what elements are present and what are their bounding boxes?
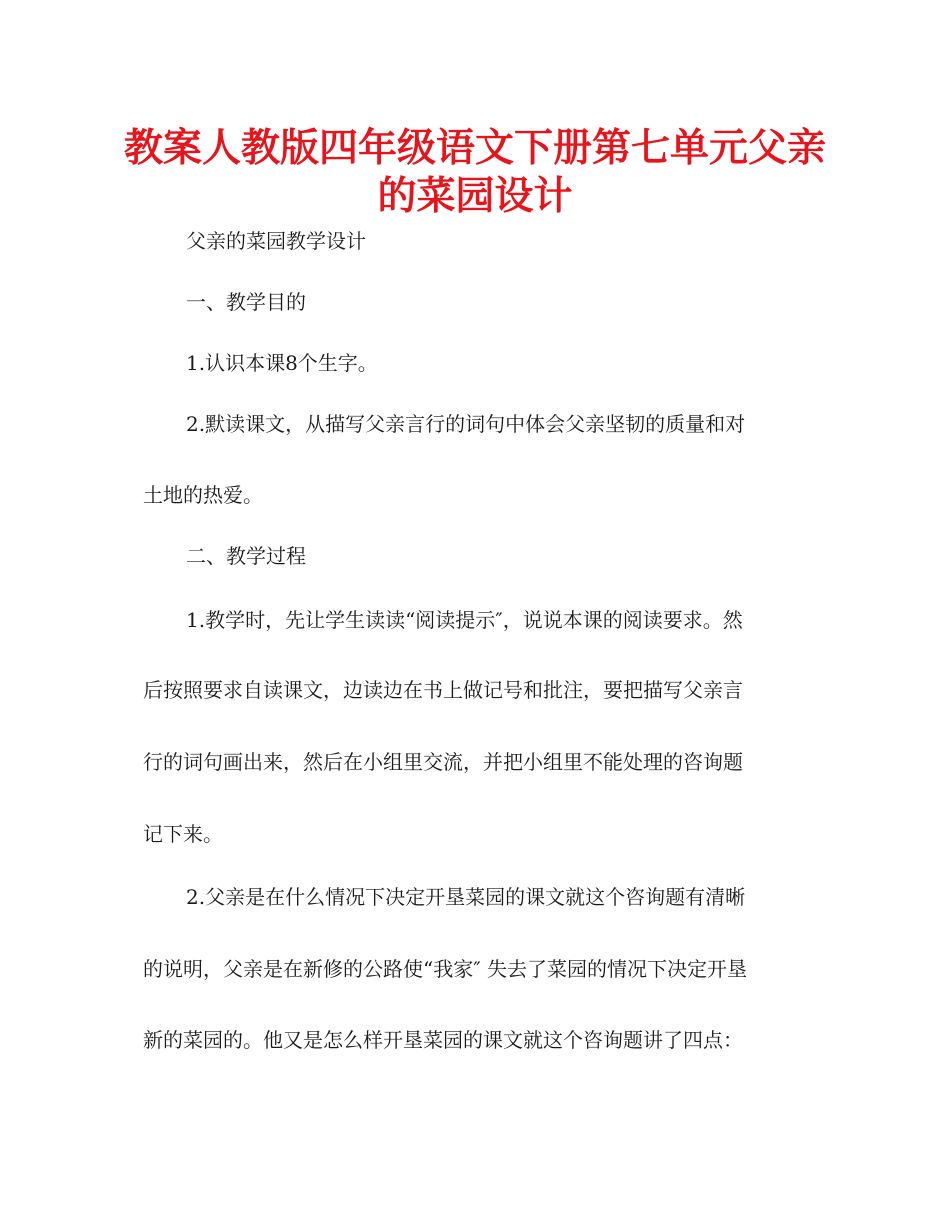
subtitle: 父亲的菜园教学设计 bbox=[186, 229, 366, 253]
section-heading-objectives: 一、教学目的 bbox=[186, 290, 306, 314]
paragraph-line: 土地的热爱。 bbox=[143, 483, 263, 507]
paragraph-line: 1.认识本课8个生字。 bbox=[186, 351, 378, 375]
document-title-line-1: 教案人教版四年级语文下册第七单元父亲 bbox=[123, 126, 826, 171]
section-heading-process: 二、教学过程 bbox=[186, 544, 306, 568]
paragraph-line: 2.默读课文，从描写父亲言行的词句中体会父亲坚韧的质量和对 bbox=[186, 412, 746, 436]
paragraph-line: 新的菜园的。他又是怎么样开垦菜园的课文就这个咨询题讲了四点： bbox=[143, 1028, 743, 1052]
paragraph-line: 的说明，父亲是在新修的公路使“我家″ 失去了菜园的情况下决定开垦 bbox=[143, 957, 748, 981]
document-title-line-2: 的菜园设计 bbox=[377, 174, 573, 219]
paragraph-line: 2.父亲是在什么情况下决定开垦菜园的课文就这个咨询题有清晰 bbox=[186, 885, 746, 909]
paragraph-line: 行的词句画出来，然后在小组里交流，并把小组里不能处理的咨询题 bbox=[143, 750, 743, 774]
paragraph-line: 记下来。 bbox=[143, 822, 223, 846]
paragraph-line: 后按照要求自读课文，边读边在书上做记号和批注，要把描写父亲言 bbox=[143, 678, 743, 702]
paragraph-line: 1.教学时，先让学生读读“阅读提示″，说说本课的阅读要求。然 bbox=[186, 608, 743, 632]
